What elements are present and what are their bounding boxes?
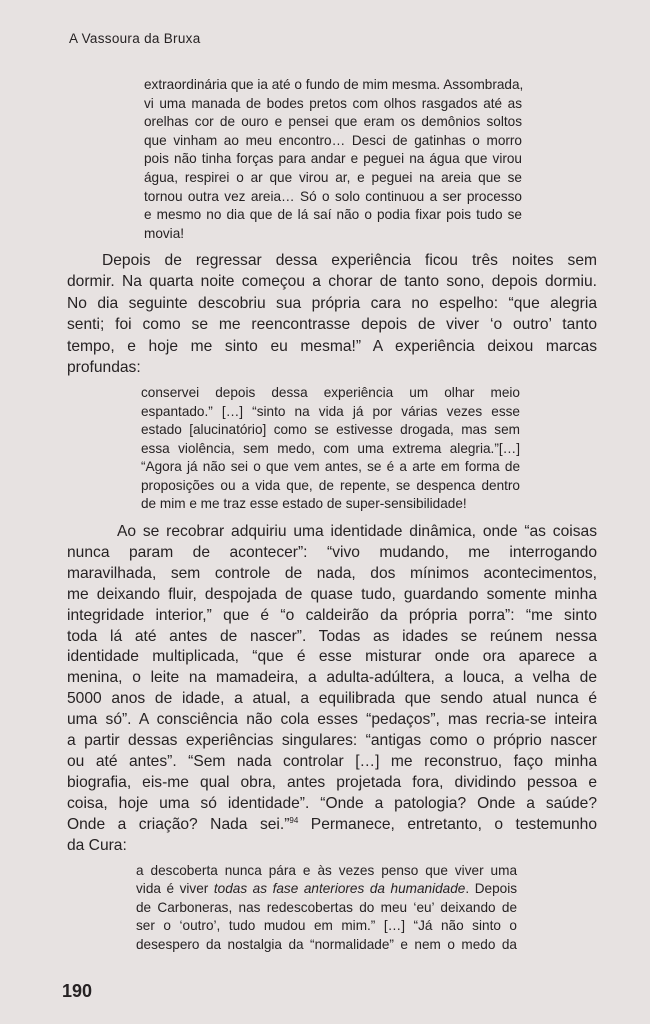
text-line: de Carboneras, nas redescobertas do meu ‘eu’ deixando de [136,899,517,915]
text-line: maravilhada, sem controle de nada, dos mínimos acontecimentos, [67,564,597,582]
text-line: integridade interior,” que é “o caldeirão da própria porra”: “me sinto [67,606,597,624]
block-quote-3 [136,862,517,954]
text-line: dormir. Na quarta noite começou a chorar de tanto sono, depois dormiu. [67,273,597,291]
text-line: a descoberta nunca pára e às vezes penso que viver uma [136,863,517,878]
text-line: de mim e me traz esse estado de super-sensibilidade! [141,496,467,511]
text-line: toda lá até antes de nascer”. Todas as idades se reúnem nessa [67,627,597,645]
text-line: Ao se recobrar adquiriu uma identidade dinâmica, onde “as coisas [117,523,597,540]
text-line: uma só”. A consciência não cola esses “pedaços”, mas recria-se inteira [67,711,597,729]
text-line: essa violência, sem medo, com uma extrema alegria.”[…] [141,440,520,456]
text-line: orelhas cor de ouro e pensei que eram os demônios soltos [144,114,522,130]
text-line: tempo, e hoje me sinto eu mesma!” A experiência deixou marcas [67,337,597,355]
paragraph-2 [67,522,597,857]
italic-phrase: todas as fase anteriores da humanidade [213,881,466,897]
text-line [136,880,517,898]
text-line: tornou outra vez areia… Só o solo continuou a ser processo [144,188,522,204]
block-quote-2 [141,384,520,514]
text-segment: Onde a criação? Nada sei.” [67,815,290,833]
text-line: a partir dessas experiências singulares: “antigas como o próprio nascer [67,732,597,750]
text-line: menina, o leite na mamadeira, a adulta-adúltera, a louca, a velha de [67,669,597,687]
text-line: água, respirei o ar que virou ar, e peguei na areia que se [144,169,522,185]
text-line: identidade multiplicada, “que é esse misturar onde ora aparece a [67,648,597,666]
page-number: 190 [62,981,93,1001]
text-line: proposições ou a vida que, de repente, se despenca dentro [141,477,520,493]
text-line: desespero da nostalgia da “normalidade” e nem o medo da [136,936,517,952]
text-line: conservei depois dessa experiência um olhar meio [141,385,520,400]
running-header: A Vassoura da Bruxa [69,31,201,46]
text-line: biografia, eis-me qual obra, antes projetada fora, dividindo pessoa e [67,773,597,791]
text-line: da Cura: [67,836,127,854]
text-line: 5000 anos de idade, a atual, a equilibrada que sendo atual nunca é [67,690,597,708]
text-line: estado [alucinatório] como se estivesse drogada, mas sem [141,422,520,437]
text-line: me deixando fluir, despojada de quase tudo, guardando somente minha [67,585,597,603]
text-line: espantado.” […] “sinto na vida já por várias vezes esse [141,403,520,419]
text-line [67,815,597,836]
text-line: No dia seguinte descobriu sua própria cara no espelho: “que alegria [67,294,597,312]
text-line: profundas: [67,359,141,377]
text-line: pois não tinha forças para andar e peguei na água que virou [144,151,522,167]
text-segment: vida é viver [136,881,214,897]
footnote-ref: 94 [289,815,299,825]
block-quote-1 [144,76,522,243]
text-line: senti; foi como se me reencontrasse depois de viver ‘o outro’ tanto [67,316,597,334]
paragraph-1 [67,250,597,378]
text-line: que vinham ao meu encontro… Desci de gatinhas o morro [144,132,522,148]
text-line: ser o ‘outro’, tudo mudou em mim.” […] “Já não sinto o [136,918,517,934]
text-line: nunca param de acontecer”: “vivo mudando, me interrogando [67,543,597,561]
text-line: Depois de regressar dessa experiência ficou três noites sem [102,252,597,269]
text-segment: . Depois [465,881,518,897]
text-line: movia! [144,225,185,241]
text-line: ou até antes”. “Sem nada controlar […] me reconstruo, faço minha [67,752,597,770]
text-line: coisa, hoje uma só identidade”. “Onde a patologia? Onde a saúde? [67,794,597,812]
text-line: e mesmo no dia que de lá saí não o podia fixar pois tudo se [144,207,522,223]
text-line: “Agora já não sei o que vem antes, se é a arte em forma de [141,459,520,474]
text-line: extraordinária que ia até o fundo de mim mesma. Assombrada, [144,77,524,92]
text-segment: Permanece, entretanto, o testemunho [298,815,598,833]
text-line: vi uma manada de bodes pretos com olhos rasgados até as [144,95,522,111]
